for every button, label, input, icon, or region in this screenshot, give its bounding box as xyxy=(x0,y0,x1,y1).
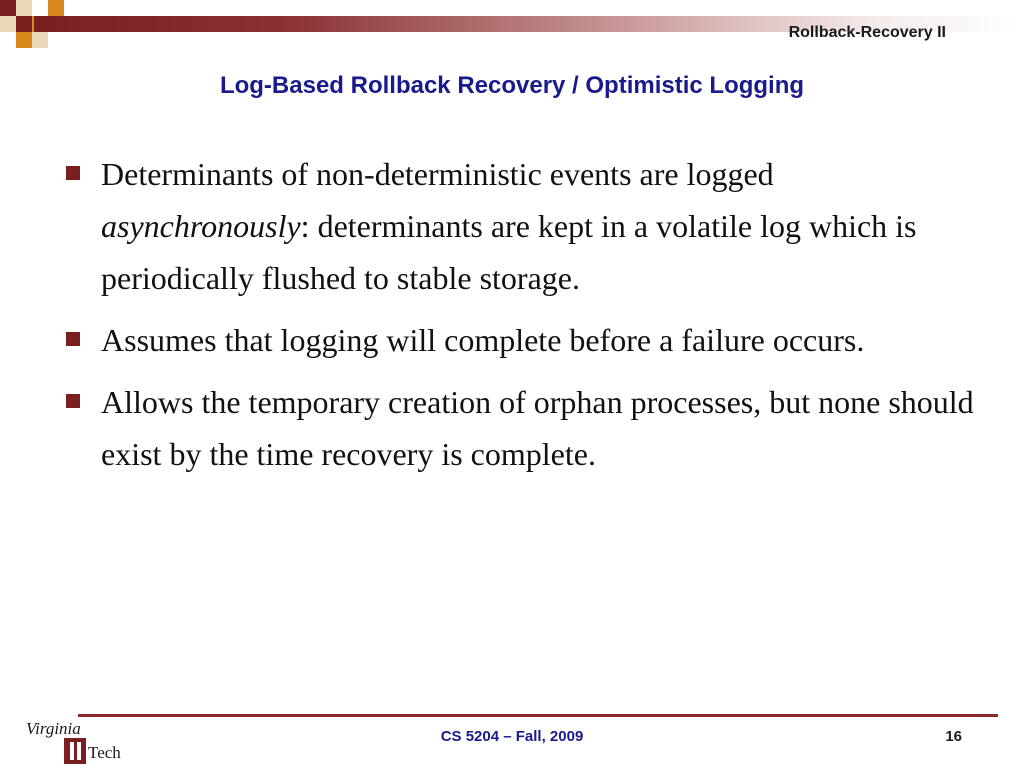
bullet-emphasis: asynchronously xyxy=(101,208,301,244)
logo-line2: Tech xyxy=(88,743,121,762)
deco-square xyxy=(0,16,16,32)
bullet-text: Determinants of non-deterministic events are logged xyxy=(101,156,774,192)
bullet-text: : determinants are kept in a volatile log which is periodically flushed to stable storage. xyxy=(101,208,917,296)
footer-divider xyxy=(78,714,998,717)
bullet-text: Allows the temporary creation of orphan processes, but none should exist by the time recovery is complete. xyxy=(101,384,974,472)
page-number: 16 xyxy=(945,728,962,745)
deck-title: Rollback-Recovery II xyxy=(788,24,946,41)
course-footer: CS 5204 – Fall, 2009 xyxy=(440,728,584,745)
deco-square xyxy=(16,32,32,48)
deco-square xyxy=(16,16,32,32)
deco-square xyxy=(0,0,16,16)
bullet-item xyxy=(64,314,974,366)
bullet-item xyxy=(64,148,974,304)
logo-line1: Virginia xyxy=(26,719,81,738)
deco-square xyxy=(32,32,48,48)
deco-square xyxy=(16,0,32,16)
square-bullet-icon xyxy=(66,332,80,346)
bullet-list xyxy=(64,148,974,490)
deco-square xyxy=(48,0,64,16)
bullet-text: Assumes that logging will complete before a failure occurs. xyxy=(101,322,865,358)
slide-title: Log-Based Rollback Recovery / Optimistic Logging xyxy=(219,72,805,99)
bullet-item xyxy=(64,376,974,480)
square-bullet-icon xyxy=(66,394,80,408)
square-bullet-icon xyxy=(66,166,80,180)
